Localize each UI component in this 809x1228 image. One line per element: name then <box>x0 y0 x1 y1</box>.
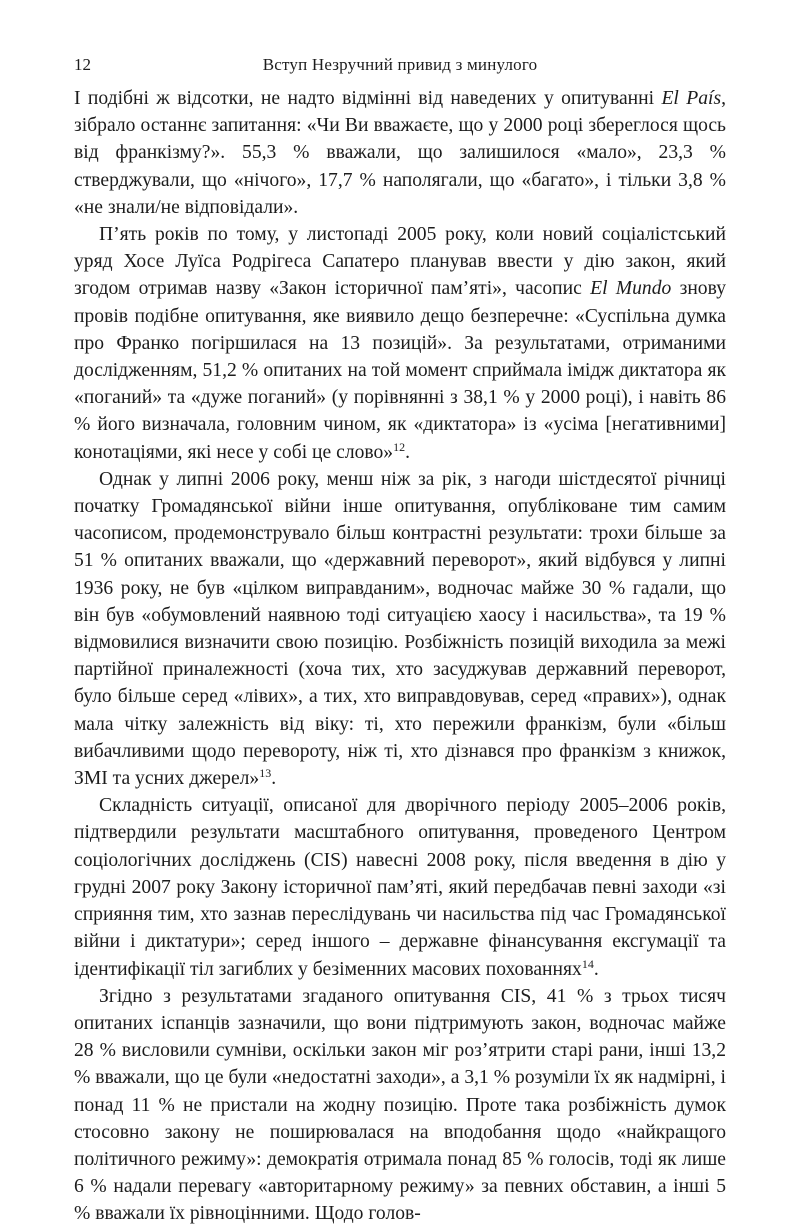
footnote-ref-12[interactable]: 12 <box>393 439 406 454</box>
paragraph-2-text-d: . <box>405 441 411 463</box>
source-el-pais: El País <box>661 88 722 109</box>
page-header <box>74 55 726 85</box>
paragraph-1-text-c: , зібрало останнє запитання: «Чи Ви вважаєте, що у 2000 році збереглося щось від франкізму?». 55,3 % вважали, що залишилося «мало», 23,3 % стверджували, що «нічого», 17,7 % наполягали, що «багато», і тільки 3,8 % «не знали/не відповідали». <box>74 88 726 218</box>
paragraph-4 <box>74 792 726 982</box>
running-title: Вступ Незручний привид з минулого <box>262 55 538 74</box>
paragraph-4-text-a: Складність ситуації, описаної для дворічного періоду 2005–2006 років, підтвердили результати масштабного опитування, проведеного Центром соціологічних досліджень (CIS) навесні 2008 року, після введення в дію у грудні 2007 року Закону історичної пам’яті, який передбачав певні заходи «зі сприяння тим, хто зазнав переслідувань чи насильства під час Громадянської війни і диктатури»; серед іншого – державне фінансування ексгумації та ідентифікації тіл загиблих у безіменних масових похованнях <box>74 795 726 980</box>
footnote-ref-13[interactable]: 13 <box>259 766 272 781</box>
paragraph-3-text-a: Однак у липні 2006 року, менш ніж за рік, з нагоди шістдесятої річниці початку Громадянської війни інше опитування, опубліковане тим самим часописом, продемонструвало більш контрастні результати: трохи більше за 51 % опитаних вважали, що «державний переворот», який відбувся у липні 1936 року, не був «цілком виправданим», водночас майже 30 % гадали, що він був «обумовлений наявною тоді ситуацією хаосу і насильства», та 19 % відмовилися визначити свою позицію. Розбіжність позицій виходила за межі партійної приналежності (хоча тих, хто засуджував державний переворот, було більше серед «лівих», а тих, хто виправдовував, серед «правих»), однак мала чітку залежність від віку: ті, хто пережили франкізм, були «більш вибачливими щодо перевороту, ніж ті, хто дізнався про франкізм з книжок, ЗМІ та усних джерел» <box>74 468 726 790</box>
paragraph-4-text-d: . <box>593 958 599 980</box>
paragraph-2-text-c: знову провів подібне опитування, яке виявило дещо безперечне: «Суспільна думка про Франко погіршилася на 13 позицій». За результатами, отриманими дослідженням, 51,2 % опитаних на той момент сприймала імідж диктатора як «поганий» та «дуже поганий» (у порівнянні з 38,1 % у 2000 році), і навіть 86 % його визначала, головним чином, як «диктатора» із «усіма [негативними] конотаціями, які несе у собі це слово» <box>74 278 726 463</box>
paragraph-2 <box>74 221 726 466</box>
book-page <box>74 55 726 1228</box>
paragraph-3 <box>74 466 726 792</box>
footnote-ref-14[interactable]: 14 <box>581 956 594 971</box>
paragraph-1 <box>74 85 726 221</box>
page-number: 12 <box>74 55 91 74</box>
paragraph-2-text-a: П’ять років по тому, у листопаді 2005 року, коли новий соціалістський уряд Хосе Луїса Родрігеса Сапатеро планував ввести у дію закон, який згодом отримав назву «Закон історичної пам’яті», часопис <box>74 224 726 300</box>
paragraph-5 <box>74 983 726 1228</box>
paragraph-3-text-d: . <box>271 768 277 790</box>
source-el-mundo: El Mundo <box>590 278 672 300</box>
paragraph-5-text-a: Згідно з результатами згаданого опитування CIS, 41 % з трьох тисяч опитаних іспанців зазначили, що вони підтримують закон, водночас майже 28 % висловили сумніви, оскільки закон міг роз’ятрити старі рани, інші 13,2 % вважали, що це були «недостатні заходи», а 3,1 % розуміли їх як надмірні, і понад 11 % не пристали на жодну позицію. Проте така розбіжність думок стосовно закону не поширювалася на вподобання щодо «найкращого політичного режиму»: демократія отримала понад 85 % голосів, тоді як лише 6 % надали перевагу «авторитарному режиму» за певних обставин, а інші 5 % вважали їх рівноцінними. Щодо голов- <box>74 985 726 1225</box>
paragraph-1-text-a: І подібні ж відсотки, не надто відмінні від наведених у опитуванні <box>74 88 662 109</box>
